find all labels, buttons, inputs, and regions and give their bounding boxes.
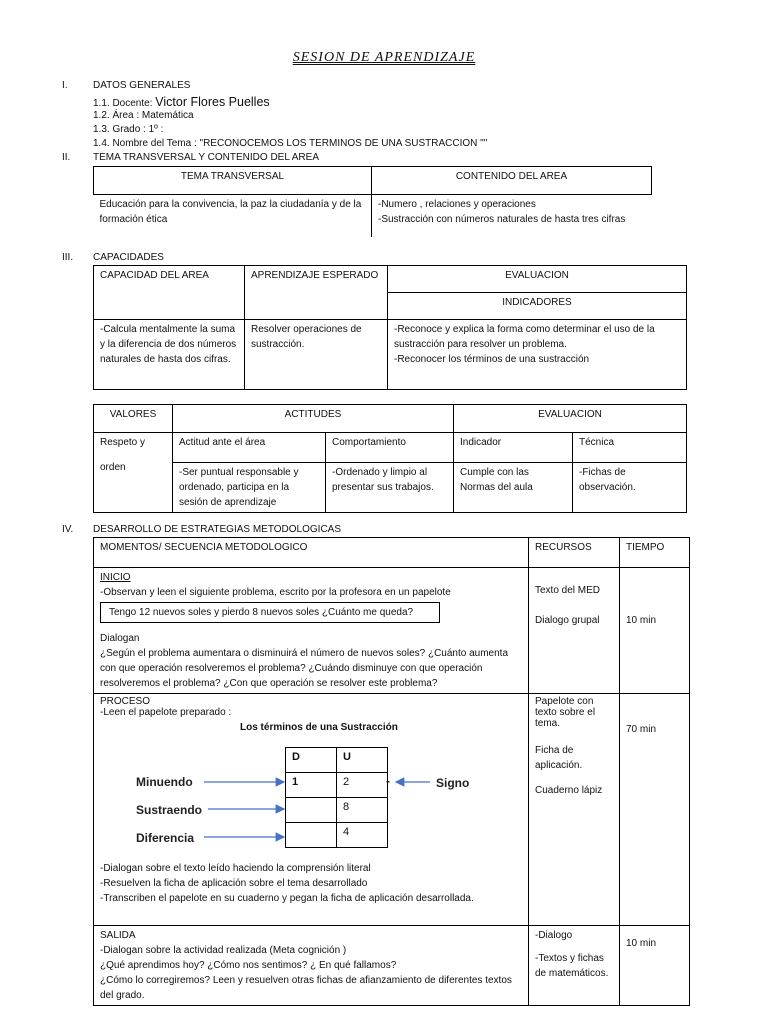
salida-line-1: -Dialogan sobre la actividad realizada (Meta cognición ) [100, 945, 347, 956]
inicio-tiempo-value: 10 min [626, 615, 657, 626]
docente-row [93, 95, 270, 109]
inicio-recurso-1: Texto del MED [535, 585, 601, 596]
tema-cell-2b: -Sustracción con números naturales de hasta tres cifras [378, 214, 626, 225]
desarrollo-table [93, 537, 690, 1006]
sustraendo-label: Sustraendo [136, 803, 203, 817]
val-value-2: orden [100, 462, 126, 473]
val-values-cell [94, 433, 173, 513]
tema-cell-2a: -Numero , relaciones y operaciones [378, 199, 536, 210]
proceso-label: PROCESO [100, 696, 151, 707]
proceso-tiempo-value: 70 min [626, 724, 657, 735]
tema-cell-1: Educación para la convivencia, la paz la ciudadanía y de la formación ética [94, 195, 372, 237]
diagram-arrows [100, 743, 530, 861]
cap-cell-2: Resolver operaciones de sustracción. [245, 320, 388, 390]
inicio-problem-box: Tengo 12 nuevos soles y pierdo 8 nuevos soles ¿Cuánto me queda? [100, 602, 440, 623]
cap-header-3: EVALUACION [388, 266, 687, 293]
proceso-line-4: -Transcriben el papelote en su cuaderno y pegan la ficha de aplicación desarrollada. [100, 893, 474, 904]
minus-sign: - [386, 774, 390, 788]
val-actitud-2b: -Ordenado y limpio al presentar sus trabajos. [326, 463, 454, 513]
val-value-1: Respeto y [100, 437, 146, 448]
inicio-line-2: Dialogan [100, 633, 140, 644]
inicio-line-3: ¿Según el problema aumentara o disminuirá el número de nuevos soles? ¿Cuánto aumenta con que operación resolveremos el problema? ¿Cuándo disminuye con que operación resolveremos el problema? ¿Con que operación se resolver este problema? [100, 648, 509, 689]
val-actitud-1: Actitud ante el área [173, 433, 326, 463]
digit-u2: 8 [337, 798, 388, 823]
sustraccion-diagram [100, 743, 522, 861]
salida-recurso-1: -Dialogo [535, 930, 573, 941]
proceso-recursos [529, 694, 620, 926]
section-label: CAPACIDADES [93, 252, 164, 263]
proceso-recurso-1: Papelote con texto sobre el tema. [535, 696, 596, 729]
proceso-cell [94, 694, 529, 926]
salida-cell [94, 926, 529, 1006]
proceso-recurso-3: Cuaderno lápiz [535, 785, 603, 796]
capacidades-table [93, 265, 687, 390]
grado-row: 1.3. Grado : 1º : [93, 124, 164, 135]
proceso-tiempo [620, 694, 690, 926]
cap-cell-3a: -Reconoce y explica la forma como determinar el uso de la sustracción para resolver un problema. [394, 324, 655, 350]
val-header-2: ACTITUDES [173, 405, 454, 433]
salida-label: SALIDA [100, 930, 136, 941]
proceso-recurso-2: Ficha de aplicación. [535, 745, 583, 771]
digit-d1: 1 [286, 773, 337, 798]
proceso-line-3: -Resuelven la ficha de aplicación sobre el tema desarrollado [100, 878, 368, 889]
inicio-recursos [529, 568, 620, 694]
docente-name: Victor Flores Puelles [155, 95, 270, 109]
val-actitud-2: Comportamiento [326, 433, 454, 463]
section-num: I. [62, 80, 68, 91]
inicio-recurso-2: Dialogo grupal [535, 615, 600, 626]
tema-table [93, 166, 652, 237]
val-actitud-1b: -Ser puntual responsable y ordenado, participa en la sesión de aprendizaje [173, 463, 326, 513]
cap-cell-1: -Calcula mentalmente la suma y la diferencia de dos números naturales de hasta dos cifras. [94, 320, 245, 390]
inicio-label: INICIO [100, 572, 131, 583]
inicio-tiempo [620, 568, 690, 694]
cap-cell-3 [388, 320, 687, 390]
diferencia-label: Diferencia [136, 831, 195, 845]
cap-header-2: APRENDIZAJE ESPERADO [245, 266, 388, 320]
page-title: SESION DE APRENDIZAJE [292, 50, 476, 65]
section-label: TEMA TRANSVERSAL Y CONTENIDO DEL AREA [93, 152, 319, 163]
des-header-1: MOMENTOS/ SECUENCIA METODOLOGICO [94, 538, 529, 568]
section-num: II. [62, 152, 71, 163]
area-row: 1.2. Área : Matemática [93, 110, 194, 121]
cap-header-indicadores: INDICADORES [388, 293, 687, 320]
salida-line-3: ¿Cómo lo corregiremos? Leen y resuelven otras fichas de afianzamiento de diferentes textos del grado. [100, 975, 512, 1001]
val-eval-1: Indicador [454, 433, 573, 463]
salida-line-2: ¿Qué aprendimos hoy? ¿Cómo nos sentimos? ¿ En qué fallamos? [100, 960, 397, 971]
inicio-line-1: -Observan y leen el siguiente problema, escrito por la profesora en un papelote [100, 587, 451, 598]
salida-tiempo [620, 926, 690, 1006]
salida-recurso-2: -Textos y fichas de matemáticos. [535, 953, 609, 979]
section-label: DATOS GENERALES [93, 80, 191, 91]
cap-cell-3b: -Reconocer los términos de una sustracción [394, 354, 590, 365]
des-header-3: TIEMPO [620, 538, 690, 568]
val-header-1: VALORES [94, 405, 173, 433]
cap-header-1: CAPACIDAD DEL AREA [94, 266, 245, 320]
digit-u1: 2 [337, 773, 388, 798]
docente-label: 1.1. Docente: [93, 98, 153, 109]
inicio-cell [94, 568, 529, 694]
tema-row: 1.4. Nombre del Tema : "RECONOCEMOS LOS TERMINOS DE UNA SUSTRACCION "" [93, 138, 488, 149]
tema-header-2: CONTENIDO DEL AREA [372, 167, 652, 195]
digit-u3: 4 [337, 823, 388, 848]
signo-label: Signo [436, 776, 470, 790]
digit-header-d: D [286, 748, 337, 773]
proceso-line-1: -Leen el papelote preparado : [100, 707, 232, 718]
proceso-line-2: -Dialogan sobre el texto leído haciendo la comprensión literal [100, 863, 371, 874]
val-header-3: EVALUACION [454, 405, 687, 433]
tema-cell-2 [372, 195, 652, 237]
section-label: DESARROLLO DE ESTRATEGIAS METODOLOGICAS [93, 524, 342, 535]
salida-tiempo-value: 10 min [626, 938, 657, 949]
digit-header-u: U [337, 748, 388, 773]
section-num: III. [62, 252, 74, 263]
minuendo-label: Minuendo [136, 775, 193, 789]
proceso-subtitle: Los términos de una Sustracción [240, 722, 398, 733]
valores-table [93, 404, 687, 513]
section-num: IV. [62, 524, 74, 535]
tema-header-1: TEMA TRANSVERSAL [94, 167, 372, 195]
val-eval-1b: Cumple con las Normas del aula [454, 463, 573, 513]
des-header-2: RECURSOS [529, 538, 620, 568]
val-eval-2b: -Fichas de observación. [573, 463, 687, 513]
salida-recursos [529, 926, 620, 1006]
val-eval-2: Técnica [573, 433, 687, 463]
